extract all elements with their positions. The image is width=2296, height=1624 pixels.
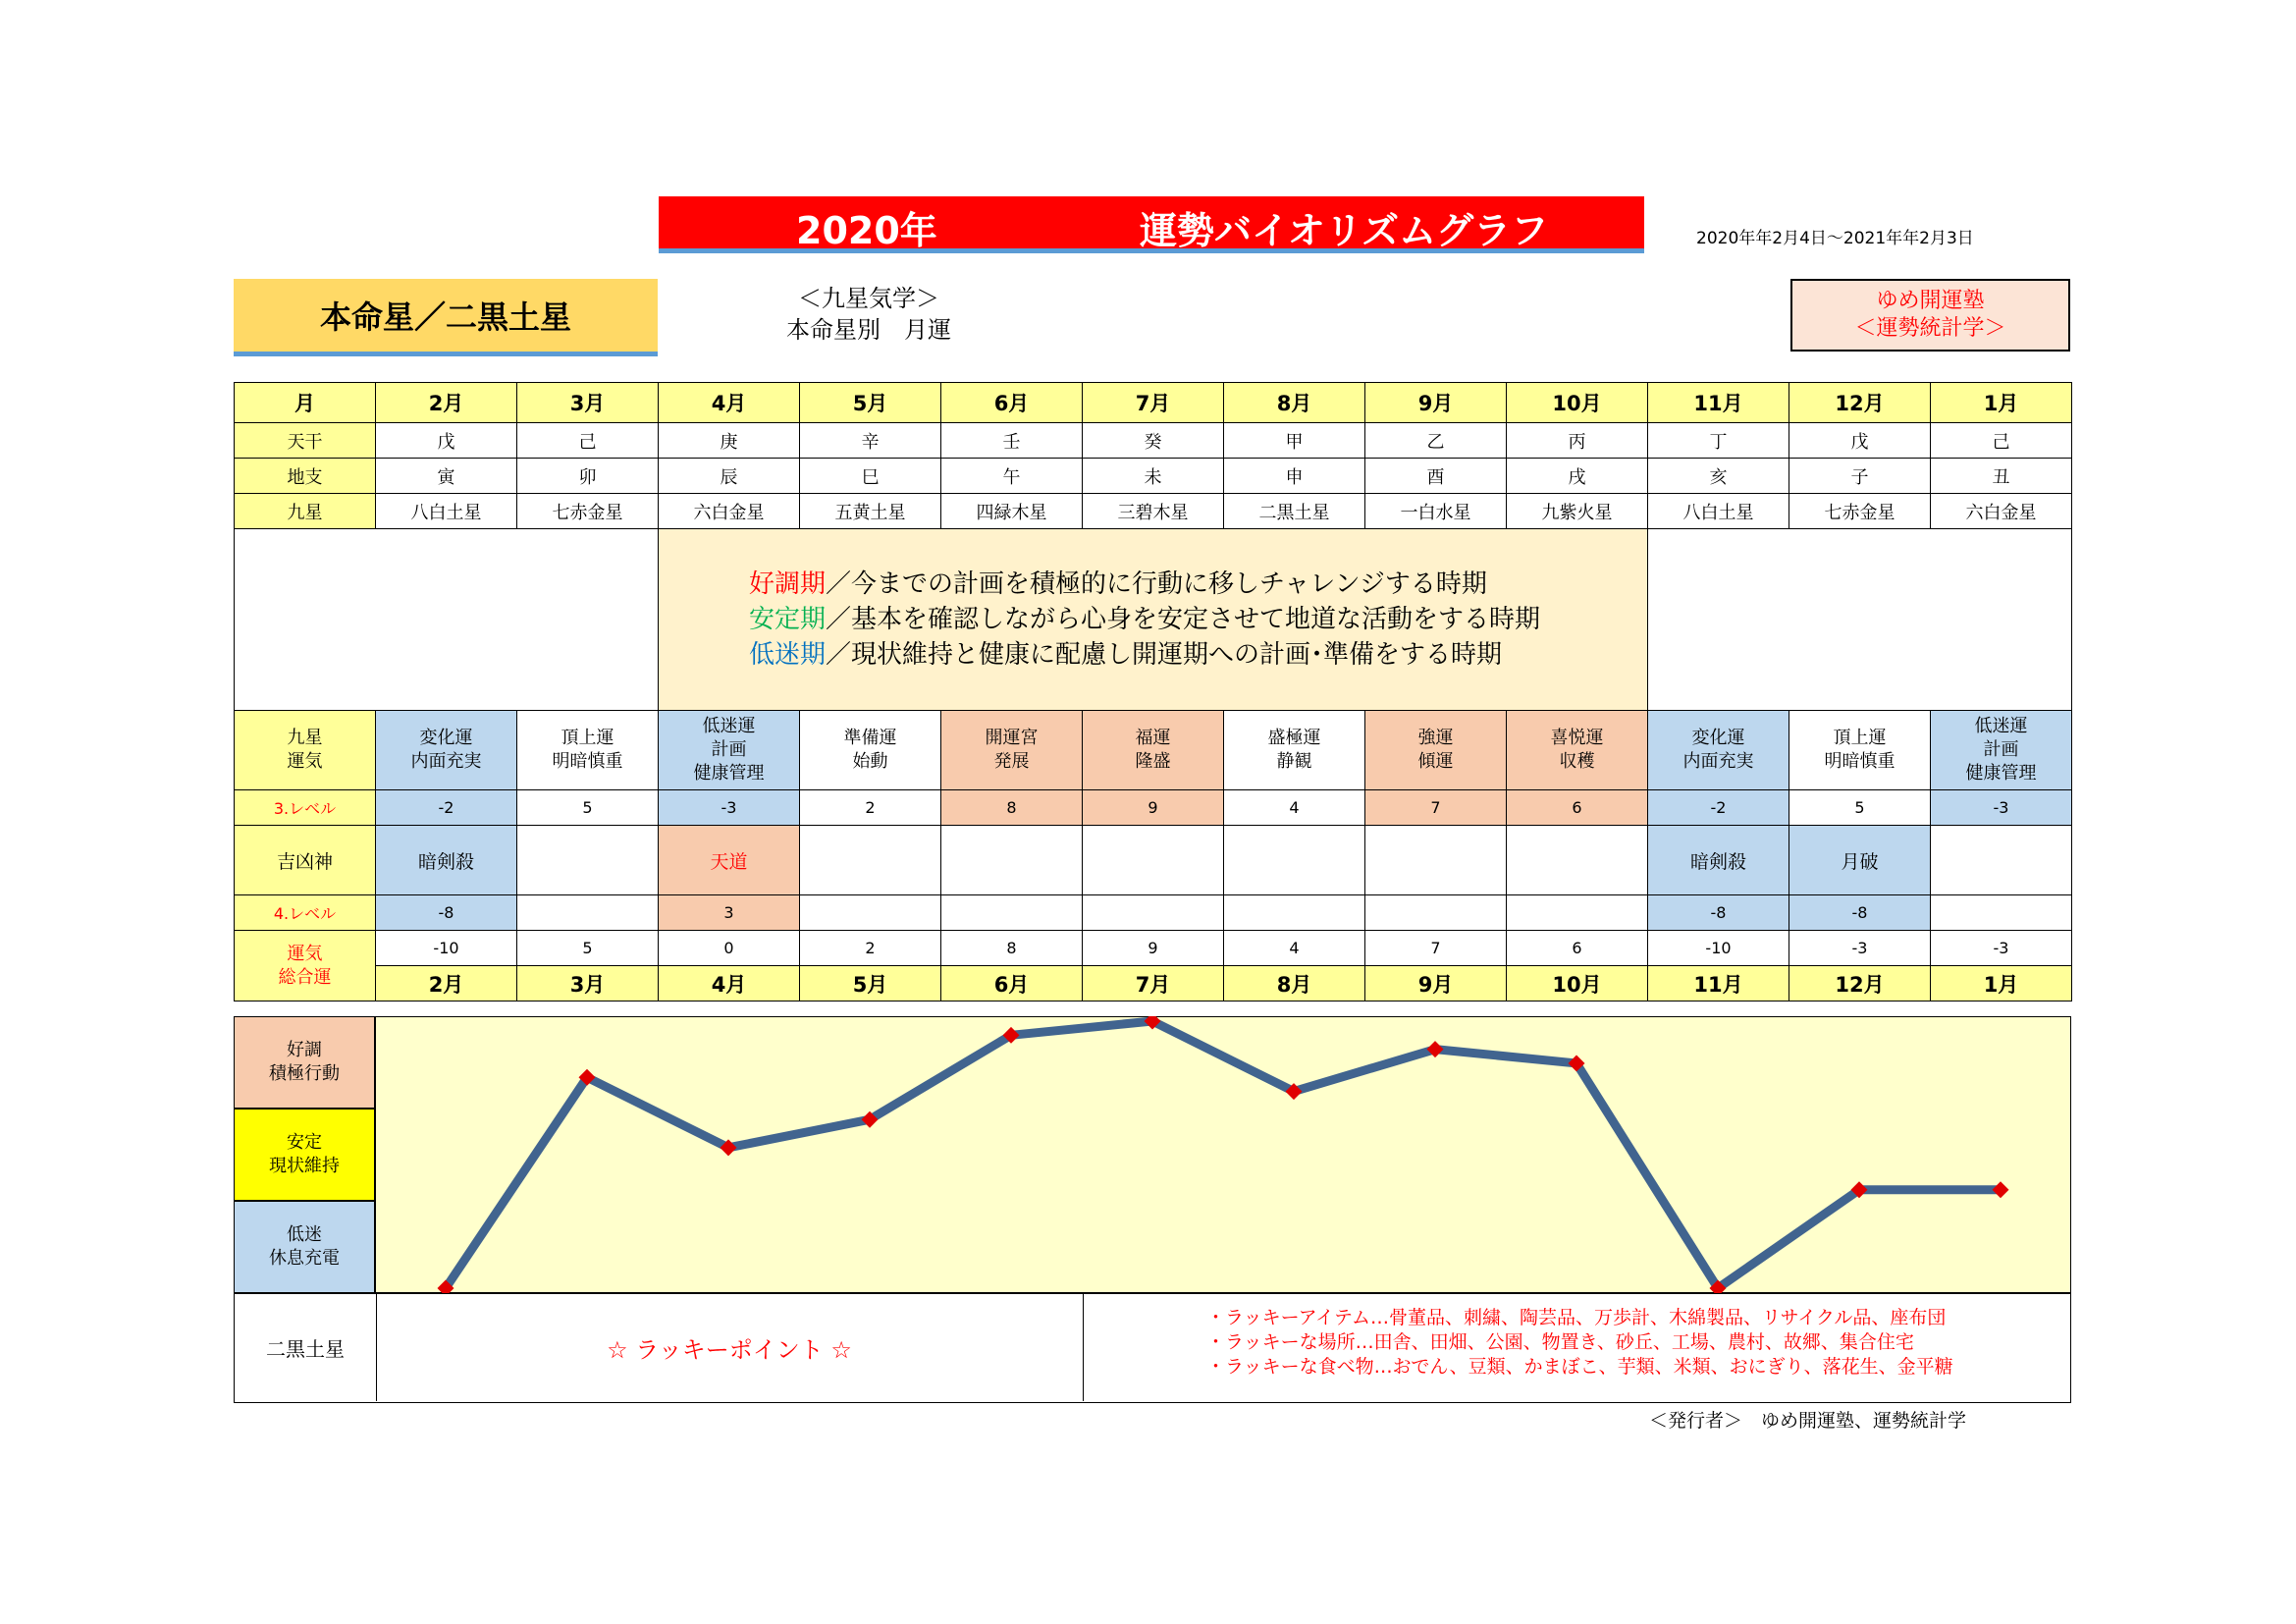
axis-month: 1月 — [1931, 966, 2072, 1001]
lucky-item: ・ラッキーアイテム…骨董品、刺繍、陶芸品、万歩計、木綿製品、リサイクル品、座布団 — [1206, 1307, 1947, 1328]
tenkan-cell: 庚 — [659, 423, 800, 459]
kyusei-cell: 八白土星 — [1648, 494, 1789, 529]
unki-cell: 変化運 内面充実 — [1648, 711, 1789, 790]
tenkan-cell: 癸 — [1083, 423, 1224, 459]
month-cell: 1月 — [1931, 383, 2072, 423]
lucky-row — [234, 1293, 2071, 1403]
row-month-axis — [235, 966, 2072, 1001]
chishi-cell: 午 — [941, 459, 1083, 494]
row-tenkan — [235, 423, 2072, 459]
row-level4 — [235, 895, 2072, 931]
kikkyo-cell — [1507, 826, 1648, 895]
kyusei-line2: 本命星別 月運 — [786, 316, 951, 344]
lucky-item: ・ラッキーな場所…田舎、田畑、公園、物置き、砂丘、工場、農村、故郷、集合住宅 — [1206, 1331, 1914, 1353]
level3-cell: -3 — [1931, 790, 2072, 826]
chishi-cell: 寅 — [376, 459, 517, 494]
axis-month: 4月 — [659, 966, 800, 1001]
total-cell: 7 — [1365, 931, 1507, 966]
unki-cell: 喜悦運 収穫 — [1507, 711, 1648, 790]
unki-cell: 頂上運 明暗慎重 — [1789, 711, 1931, 790]
tenkan-cell: 戊 — [1789, 423, 1931, 459]
desc-blank-left — [235, 529, 659, 711]
period-description — [659, 529, 1648, 711]
level3-cell: 7 — [1365, 790, 1507, 826]
month-cell: 2月 — [376, 383, 517, 423]
kyusei-cell: 四緑木星 — [941, 494, 1083, 529]
month-cell: 9月 — [1365, 383, 1507, 423]
chishi-cell: 戌 — [1507, 459, 1648, 494]
month-cell: 6月 — [941, 383, 1083, 423]
tenkan-cell: 壬 — [941, 423, 1083, 459]
chishi-cell: 巳 — [800, 459, 941, 494]
row-description — [235, 529, 2072, 711]
total-cell: 2 — [800, 931, 941, 966]
level3-cell: -2 — [376, 790, 517, 826]
level3-cell: 2 — [800, 790, 941, 826]
unki-cell: 盛極運 静観 — [1224, 711, 1365, 790]
row-level3 — [235, 790, 2072, 826]
row-month — [235, 383, 2072, 423]
footer-publisher: ＜発行者＞ ゆめ開運塾、運勢統計学 — [1649, 1410, 1967, 1432]
lucky-list — [1206, 1306, 2070, 1380]
kikkyo-cell — [517, 826, 659, 895]
kikkyo-cell: 暗剣殺 — [376, 826, 517, 895]
lucky-item: ・ラッキーな食べ物…おでん、豆類、かまぼこ、芋類、米類、おにぎり、落花生、金平糖 — [1206, 1356, 1953, 1378]
total-cell: 4 — [1224, 931, 1365, 966]
desc-good-word: 好調期 — [749, 569, 827, 599]
level4-cell — [1224, 895, 1365, 931]
level3-cell: 5 — [517, 790, 659, 826]
row-chishi — [235, 459, 2072, 494]
axis-month: 9月 — [1365, 966, 1507, 1001]
total-cell: 6 — [1507, 931, 1648, 966]
total-cell: 9 — [1083, 931, 1224, 966]
row-label: 運気 総合運 — [235, 931, 376, 1001]
publisher-line1: ゆめ開運塾 — [1876, 289, 1985, 313]
kyusei-cell: 六白金星 — [1931, 494, 2072, 529]
period-text: 2020年年2月4日～2021年年2月3日 — [1696, 229, 1974, 248]
level4-cell — [1931, 895, 2072, 931]
kikkyo-cell — [1224, 826, 1365, 895]
kyusei-cell: 六白金星 — [659, 494, 800, 529]
desc-low — [749, 637, 1647, 673]
row-label: 吉凶神 — [235, 826, 376, 895]
row-label: 地支 — [235, 459, 376, 494]
kyusei-cell: 七赤金星 — [517, 494, 659, 529]
chishi-cell: 子 — [1789, 459, 1931, 494]
chishi-cell: 未 — [1083, 459, 1224, 494]
fortune-table — [234, 382, 2072, 1001]
total-cell: -3 — [1931, 931, 2072, 966]
axis-month: 2月 — [376, 966, 517, 1001]
unki-cell: 低迷運 計画 健康管理 — [1931, 711, 2072, 790]
kyusei-caption — [775, 283, 962, 346]
level4-cell — [517, 895, 659, 931]
kikkyo-cell: 天道 — [659, 826, 800, 895]
kyusei-cell: 七赤金星 — [1789, 494, 1931, 529]
desc-good — [749, 567, 1647, 602]
kikkyo-cell — [1083, 826, 1224, 895]
chishi-cell: 亥 — [1648, 459, 1789, 494]
desc-stable-word: 安定期 — [749, 605, 827, 634]
chishi-cell: 卯 — [517, 459, 659, 494]
band-stable — [234, 1109, 375, 1201]
axis-month: 5月 — [800, 966, 941, 1001]
kyusei-cell: 九紫火星 — [1507, 494, 1648, 529]
desc-low-text: ／現状維持と健康に配慮し開運期への計画･準備をする時期 — [826, 640, 1503, 670]
biorhythm-chart — [234, 1016, 2071, 1293]
total-cell: -10 — [1648, 931, 1789, 966]
row-label: 4.レベル — [235, 895, 376, 931]
row-label: 天干 — [235, 423, 376, 459]
kyusei-cell: 三碧木星 — [1083, 494, 1224, 529]
row-label: 九星 — [235, 494, 376, 529]
total-cell: -10 — [376, 931, 517, 966]
kyusei-cell: 二黒土星 — [1224, 494, 1365, 529]
level4-cell — [1365, 895, 1507, 931]
total-cell: -3 — [1789, 931, 1931, 966]
tenkan-cell: 己 — [1931, 423, 2072, 459]
tenkan-cell: 丁 — [1648, 423, 1789, 459]
tenkan-cell: 丙 — [1507, 423, 1648, 459]
tenkan-cell: 辛 — [800, 423, 941, 459]
axis-month: 11月 — [1648, 966, 1789, 1001]
kyusei-cell: 八白土星 — [376, 494, 517, 529]
row-total — [235, 931, 2072, 966]
kyusei-cell: 五黄土星 — [800, 494, 941, 529]
chishi-cell: 酉 — [1365, 459, 1507, 494]
unki-cell: 強運 傾運 — [1365, 711, 1507, 790]
unki-cell: 変化運 内面充実 — [376, 711, 517, 790]
level3-cell: 8 — [941, 790, 1083, 826]
level4-cell — [800, 895, 941, 931]
desc-good-text: ／今までの計画を積極的に行動に移しチャレンジする時期 — [826, 569, 1487, 599]
honmei-star-label: 本命星／二黒土星 — [234, 279, 658, 356]
chishi-cell: 辰 — [659, 459, 800, 494]
desc-stable — [749, 602, 1647, 637]
row-label: 3.レベル — [235, 790, 376, 826]
month-cell: 4月 — [659, 383, 800, 423]
month-cell: 11月 — [1648, 383, 1789, 423]
lucky-star-label: 二黒土星 — [235, 1294, 377, 1401]
level3-cell: 4 — [1224, 790, 1365, 826]
level4-cell: 3 — [659, 895, 800, 931]
title-year: 2020年 — [796, 209, 937, 252]
title-name: 運勢バイオリズムグラフ — [1140, 209, 1549, 252]
publisher-box — [1790, 279, 2070, 352]
band-low — [234, 1201, 375, 1293]
kyusei-line1: ＜九星気学＞ — [798, 285, 939, 312]
axis-month: 3月 — [517, 966, 659, 1001]
axis-month: 7月 — [1083, 966, 1224, 1001]
row-kyusei — [235, 494, 2072, 529]
desc-low-word: 低迷期 — [749, 640, 827, 670]
level4-cell: -8 — [1648, 895, 1789, 931]
tenkan-cell: 乙 — [1365, 423, 1507, 459]
unki-cell: 準備運 始動 — [800, 711, 941, 790]
kikkyo-cell — [1931, 826, 2072, 895]
level3-cell: -2 — [1648, 790, 1789, 826]
chishi-cell: 丑 — [1931, 459, 2072, 494]
unki-cell: 開運宮 発展 — [941, 711, 1083, 790]
kikkyo-cell: 月破 — [1789, 826, 1931, 895]
level4-cell — [1507, 895, 1648, 931]
band-good-label: 好調 積極行動 — [269, 1040, 340, 1084]
axis-month: 8月 — [1224, 966, 1365, 1001]
level4-cell — [1083, 895, 1224, 931]
kyusei-cell: 一白水星 — [1365, 494, 1507, 529]
month-cell: 12月 — [1789, 383, 1931, 423]
data-point-1月 — [1993, 1181, 2009, 1198]
level3-cell: 6 — [1507, 790, 1648, 826]
kikkyo-cell: 暗剣殺 — [1648, 826, 1789, 895]
level4-cell: -8 — [376, 895, 517, 931]
level4-cell: -8 — [1789, 895, 1931, 931]
month-cell: 8月 — [1224, 383, 1365, 423]
kikkyo-cell — [1365, 826, 1507, 895]
total-cell: 5 — [517, 931, 659, 966]
band-low-label: 低迷 休息充電 — [269, 1224, 340, 1269]
series-line — [446, 1021, 2001, 1288]
month-cell: 5月 — [800, 383, 941, 423]
level3-cell: -3 — [659, 790, 800, 826]
unki-cell: 頂上運 明暗慎重 — [517, 711, 659, 790]
unki-cell: 福運 隆盛 — [1083, 711, 1224, 790]
total-cell: 8 — [941, 931, 1083, 966]
band-stable-label: 安定 現状維持 — [269, 1132, 340, 1176]
desc-blank-right — [1648, 529, 2072, 711]
level3-cell: 9 — [1083, 790, 1224, 826]
tenkan-cell: 己 — [517, 423, 659, 459]
kikkyo-cell — [800, 826, 941, 895]
lucky-title: ☆ ラッキーポイント ☆ — [376, 1294, 1084, 1401]
title-bar — [659, 196, 1644, 253]
total-cell: 0 — [659, 931, 800, 966]
axis-month: 10月 — [1507, 966, 1648, 1001]
row-unki — [235, 711, 2072, 790]
row-label: 九星 運気 — [235, 711, 376, 790]
level3-cell: 5 — [1789, 790, 1931, 826]
tenkan-cell: 戊 — [376, 423, 517, 459]
publisher-line2: ＜運勢統計学＞ — [1854, 316, 2006, 341]
axis-month: 12月 — [1789, 966, 1931, 1001]
row-label: 月 — [235, 383, 376, 423]
chishi-cell: 申 — [1224, 459, 1365, 494]
line-chart-svg — [375, 1016, 2071, 1293]
unki-cell: 低迷運 計画 健康管理 — [659, 711, 800, 790]
month-cell: 3月 — [517, 383, 659, 423]
tenkan-cell: 甲 — [1224, 423, 1365, 459]
band-good — [234, 1016, 375, 1109]
axis-month: 6月 — [941, 966, 1083, 1001]
level4-cell — [941, 895, 1083, 931]
month-cell: 7月 — [1083, 383, 1224, 423]
row-kikkyo — [235, 826, 2072, 895]
kikkyo-cell — [941, 826, 1083, 895]
month-cell: 10月 — [1507, 383, 1648, 423]
desc-stable-text: ／基本を確認しながら心身を安定させて地道な活動をする時期 — [826, 605, 1541, 634]
